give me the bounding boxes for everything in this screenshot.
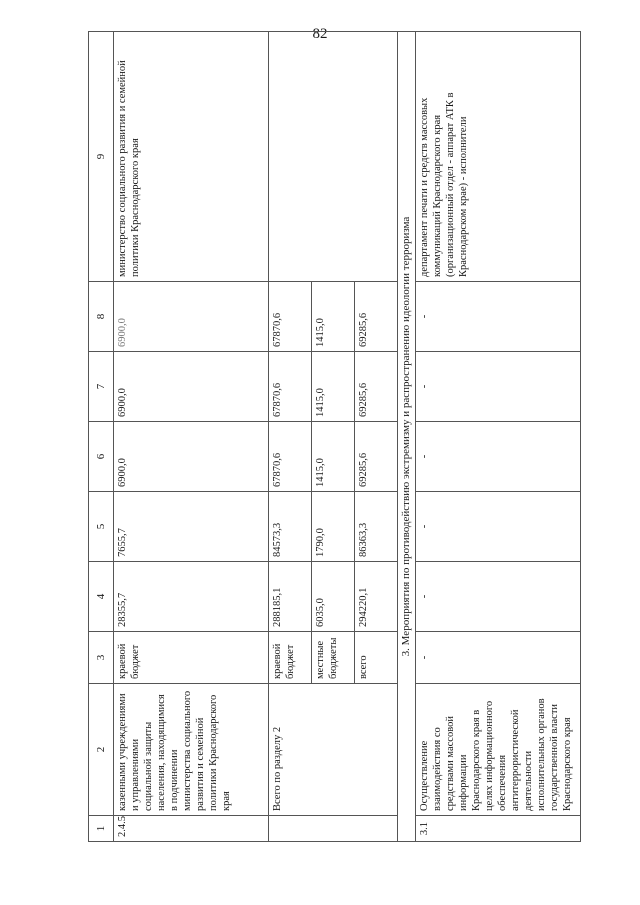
dash-cell: - (416, 492, 581, 562)
rotated-table-container (88, 60, 573, 842)
page-number: 82 (312, 26, 328, 42)
dash-cell: - (416, 422, 581, 492)
section-row (398, 32, 416, 842)
executor-cell: департамент печати и средств массовых коммуникаций Краснодарского края (организационный отдел - аппарат АТК в Краснодарском крае) - исполнители (416, 32, 581, 282)
dash-cell: - (416, 632, 581, 684)
funding-source: всего (355, 632, 398, 684)
value-cell: 1415,0 (312, 352, 355, 422)
value-cell: 69285,6 (355, 352, 398, 422)
header-cell: 7 (89, 352, 114, 422)
dash-cell: - (416, 282, 581, 352)
value-cell: 67870,6 (269, 352, 312, 422)
section-title: 3. Мероприятия по противодействию экстремизму и распространению идеологии терроризма (398, 32, 416, 842)
value-cell: 6900,0 (114, 422, 269, 492)
dash-cell: - (416, 352, 581, 422)
table-row (114, 32, 269, 842)
value-cell: 1415,0 (312, 282, 355, 352)
executor-cell: министерство социального развития и семейной политики Краснодарского края (114, 32, 269, 282)
row-code: 3.1 (416, 816, 581, 842)
value-cell: 288185,1 (269, 562, 312, 632)
dash-cell: - (416, 562, 581, 632)
value-cell: 6900,0 (114, 352, 269, 422)
value-cell: 6035,0 (312, 562, 355, 632)
value-cell: 7655,7 (114, 492, 269, 562)
program-table (88, 31, 581, 842)
header-cell: 3 (89, 632, 114, 684)
row-name: казенными учреждениями и управлениями социальной защиты населения, находящимися в подчинении министерства социального развития и семейной политики Краснодарского края (114, 684, 269, 816)
value-cell: 67870,6 (269, 282, 312, 352)
empty-cell (269, 32, 398, 282)
value-cell: 28355,7 (114, 562, 269, 632)
value-cell: 6900,0 (114, 282, 269, 352)
value-cell: 84573,3 (269, 492, 312, 562)
value-cell: 86363,3 (355, 492, 398, 562)
header-row (89, 32, 114, 842)
empty-cell (269, 816, 398, 842)
header-cell: 6 (89, 422, 114, 492)
header-cell: 8 (89, 282, 114, 352)
value-cell: 67870,6 (269, 422, 312, 492)
header-cell: 9 (89, 32, 114, 282)
funding-source: местные бюджеты (312, 632, 355, 684)
value-cell: 69285,6 (355, 422, 398, 492)
total-label: Всего по разделу 2 (269, 684, 398, 816)
row-code: 2.4.5 (114, 816, 269, 842)
table-row (269, 32, 312, 842)
header-cell: 2 (89, 684, 114, 816)
table-row (416, 32, 581, 842)
header-cell: 1 (89, 816, 114, 842)
value-cell: 294220,1 (355, 562, 398, 632)
header-cell: 5 (89, 492, 114, 562)
header-cell: 4 (89, 562, 114, 632)
funding-source: краевой бюджет (114, 632, 269, 684)
value-cell: 1790,0 (312, 492, 355, 562)
funding-source: краевой бюджет (269, 632, 312, 684)
row-name: Осуществление взаимодействия со средствами массовой информации Краснодарского края в целях информационного обеспечения антитеррористической деятельности исполнительных органов государственной власти Краснодарского края (416, 684, 581, 816)
value-cell: 69285,6 (355, 282, 398, 352)
value-cell: 1415,0 (312, 422, 355, 492)
